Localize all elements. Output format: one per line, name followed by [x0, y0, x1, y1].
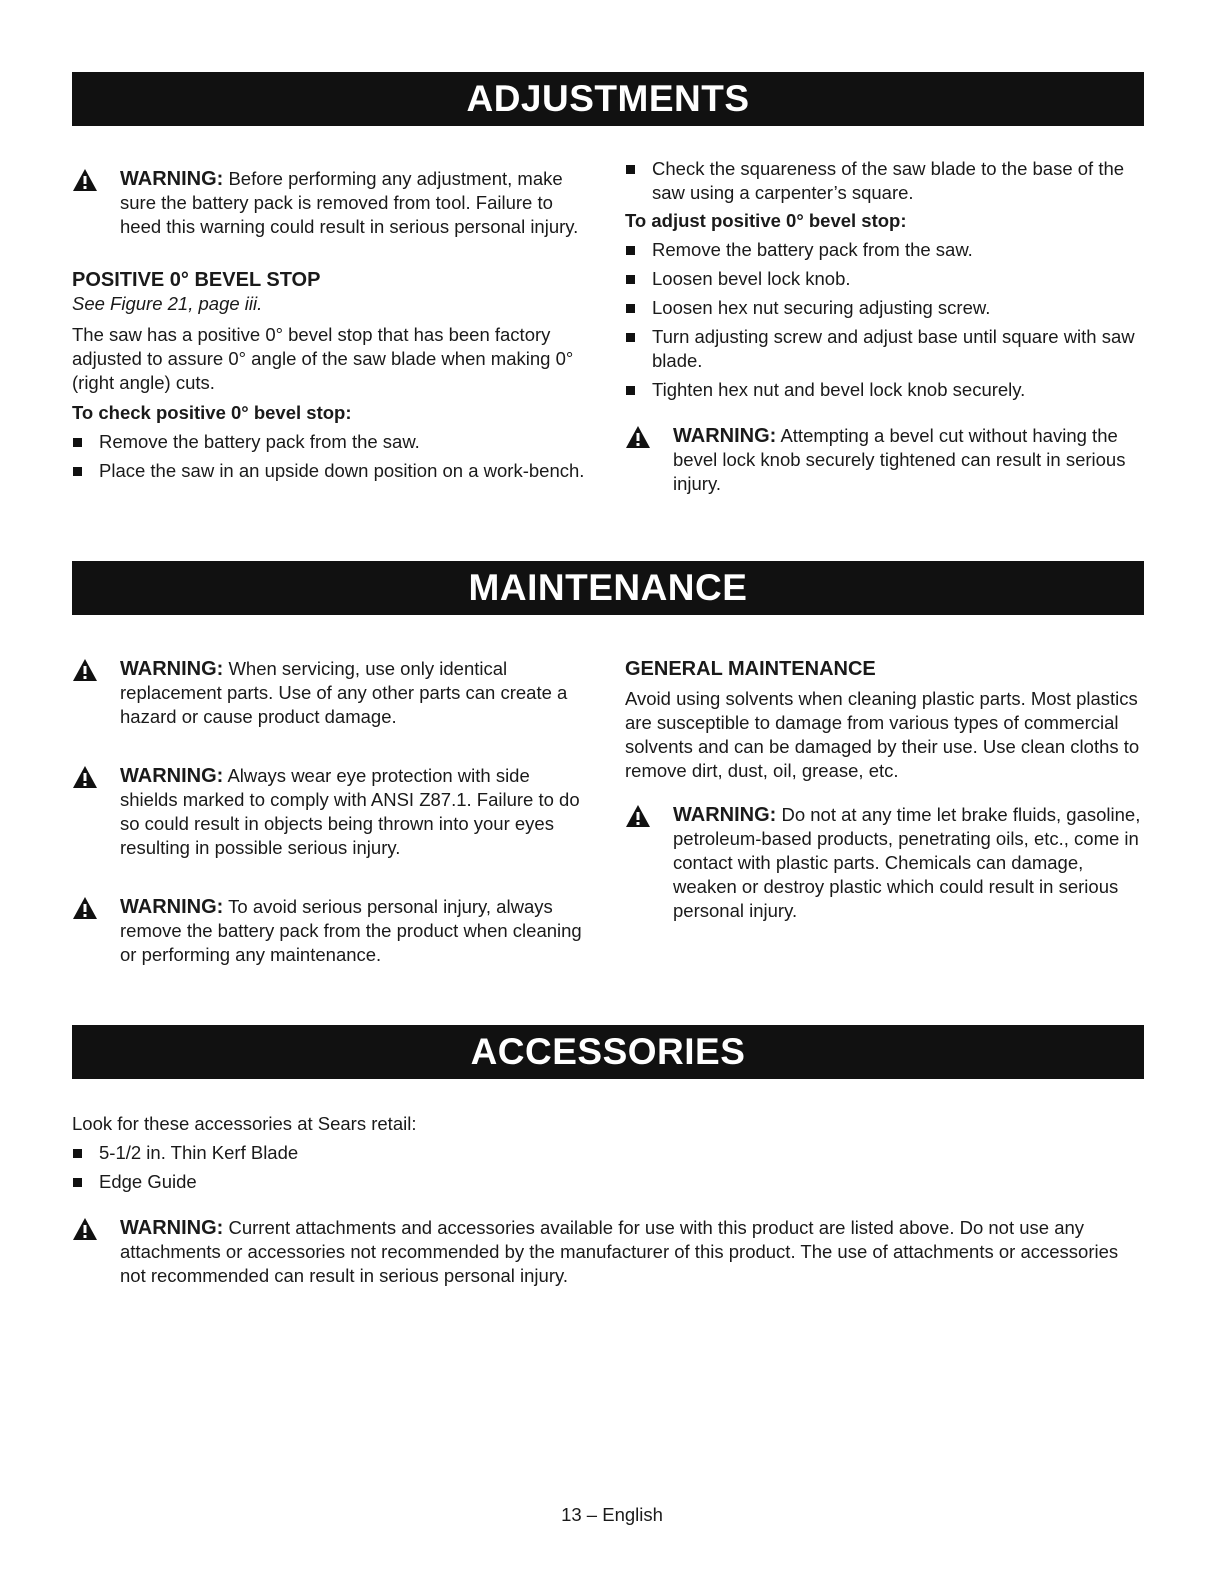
warning-triangle-icon: [72, 896, 98, 920]
adjustments-left-column: [72, 167, 592, 483]
adjust-steps-list: [625, 238, 1145, 402]
warning-text: Current attachments and accessories available for use with this product are listed above. Do not use any attachments or accessories not recommended by the manufacturer of this product. The use of attachments or accessories not recommended can result in serious personal injury.: [120, 1217, 1119, 1286]
list-item: Place the saw in an upside down position on a work-bench.: [72, 459, 592, 483]
check-bevel-heading: To check positive 0° bevel stop:: [72, 402, 352, 423]
warning-text: Always wear eye protection with side shields marked to comply with ANSI Z87.1. Failure to do so could result in objects being thrown into your eyes resulting in possible serious injury.: [120, 765, 580, 858]
general-maintenance-text: Avoid using solvents when cleaning plastic parts. Most plastics are susceptible to damage from various types of commercial solvents and can be damaged by their use. Use clean cloths to remove dirt, dust, oil, grease, etc.: [625, 688, 1140, 781]
warning-text: Before performing any adjustment, make sure the battery pack is removed from tool. Failure to heed this warning could result in serious personal injury.: [120, 168, 579, 237]
list-item: Edge Guide: [72, 1170, 1147, 1194]
page-number: 13 – English: [561, 1504, 663, 1525]
list-item: Loosen bevel lock knob.: [625, 267, 1145, 291]
check-steps-list-continued: [625, 157, 1145, 205]
maintenance-left-column: [72, 657, 592, 967]
warning-label: WARNING:: [120, 1217, 224, 1239]
accessories-list: [72, 1141, 1147, 1194]
bevel-stop-intro: The saw has a positive 0° bevel stop that has been factory adjusted to assure 0° angle of the saw blade when making 0° (right angle) cuts.: [72, 324, 574, 393]
maintenance-right-column: [625, 657, 1145, 923]
figure-reference: See Figure 21, page iii.: [72, 293, 263, 314]
accessories-column: [72, 1112, 1147, 1288]
warning-text: To avoid serious personal injury, always remove the battery pack from the product when cleaning or performing any maintenance.: [120, 896, 582, 965]
general-maintenance-heading: GENERAL MAINTENANCE: [625, 658, 876, 680]
adjustments-warning-battery: [72, 167, 592, 239]
warning-triangle-icon: [72, 765, 98, 789]
warning-triangle-icon: [72, 658, 98, 682]
accessories-warning: [72, 1216, 1147, 1288]
bevel-stop-heading: POSITIVE 0° BEVEL STOP: [72, 269, 321, 291]
list-item: Loosen hex nut securing adjusting screw.: [625, 296, 1145, 320]
warning-triangle-icon: [625, 804, 651, 828]
list-item: Check the squareness of the saw blade to the base of the saw using a carpenter’s square.: [625, 157, 1145, 205]
maintenance-warning-battery: [72, 895, 592, 967]
warning-text: Attempting a bevel cut without having the bevel lock knob securely tightened can result in serious injury.: [673, 425, 1126, 494]
warning-label: WARNING:: [120, 896, 224, 918]
warning-text: When servicing, use only identical replacement parts. Use of any other parts can create a hazard or cause product damage.: [120, 658, 568, 727]
maintenance-title-bar: MAINTENANCE: [72, 561, 1144, 615]
maintenance-warning-parts: [72, 657, 592, 729]
maintenance-warning-chemicals: [625, 803, 1145, 923]
list-item: Tighten hex nut and bevel lock knob securely.: [625, 378, 1145, 402]
warning-label: WARNING:: [120, 765, 224, 787]
adjust-bevel-heading: To adjust positive 0° bevel stop:: [625, 210, 907, 231]
warning-label: WARNING:: [673, 425, 777, 447]
accessories-title-bar: ACCESSORIES: [72, 1025, 1144, 1079]
check-steps-list: [72, 430, 592, 483]
warning-text: Do not at any time let brake fluids, gasoline, petroleum-based products, penetrating oils, etc., come in contact with plastic parts. Chemicals can damage, weaken or destroy plastic which could result in serious personal injury.: [673, 804, 1141, 921]
list-item: Remove the battery pack from the saw.: [72, 430, 592, 454]
list-item: 5-1/2 in. Thin Kerf Blade: [72, 1141, 1147, 1165]
maintenance-warning-eye-protection: [72, 764, 592, 860]
warning-label: WARNING:: [120, 168, 224, 190]
warning-triangle-icon: [625, 425, 651, 449]
adjustments-warning-bevel: [625, 424, 1145, 496]
warning-label: WARNING:: [673, 804, 777, 826]
warning-triangle-icon: [72, 168, 98, 192]
adjustments-title-bar: ADJUSTMENTS: [72, 72, 1144, 126]
accessories-intro: Look for these accessories at Sears retail:: [72, 1113, 417, 1134]
list-item: Turn adjusting screw and adjust base until square with saw blade.: [625, 325, 1145, 373]
adjustments-right-column: [625, 157, 1145, 496]
warning-triangle-icon: [72, 1217, 98, 1241]
warning-label: WARNING:: [120, 658, 224, 680]
list-item: Remove the battery pack from the saw.: [625, 238, 1145, 262]
